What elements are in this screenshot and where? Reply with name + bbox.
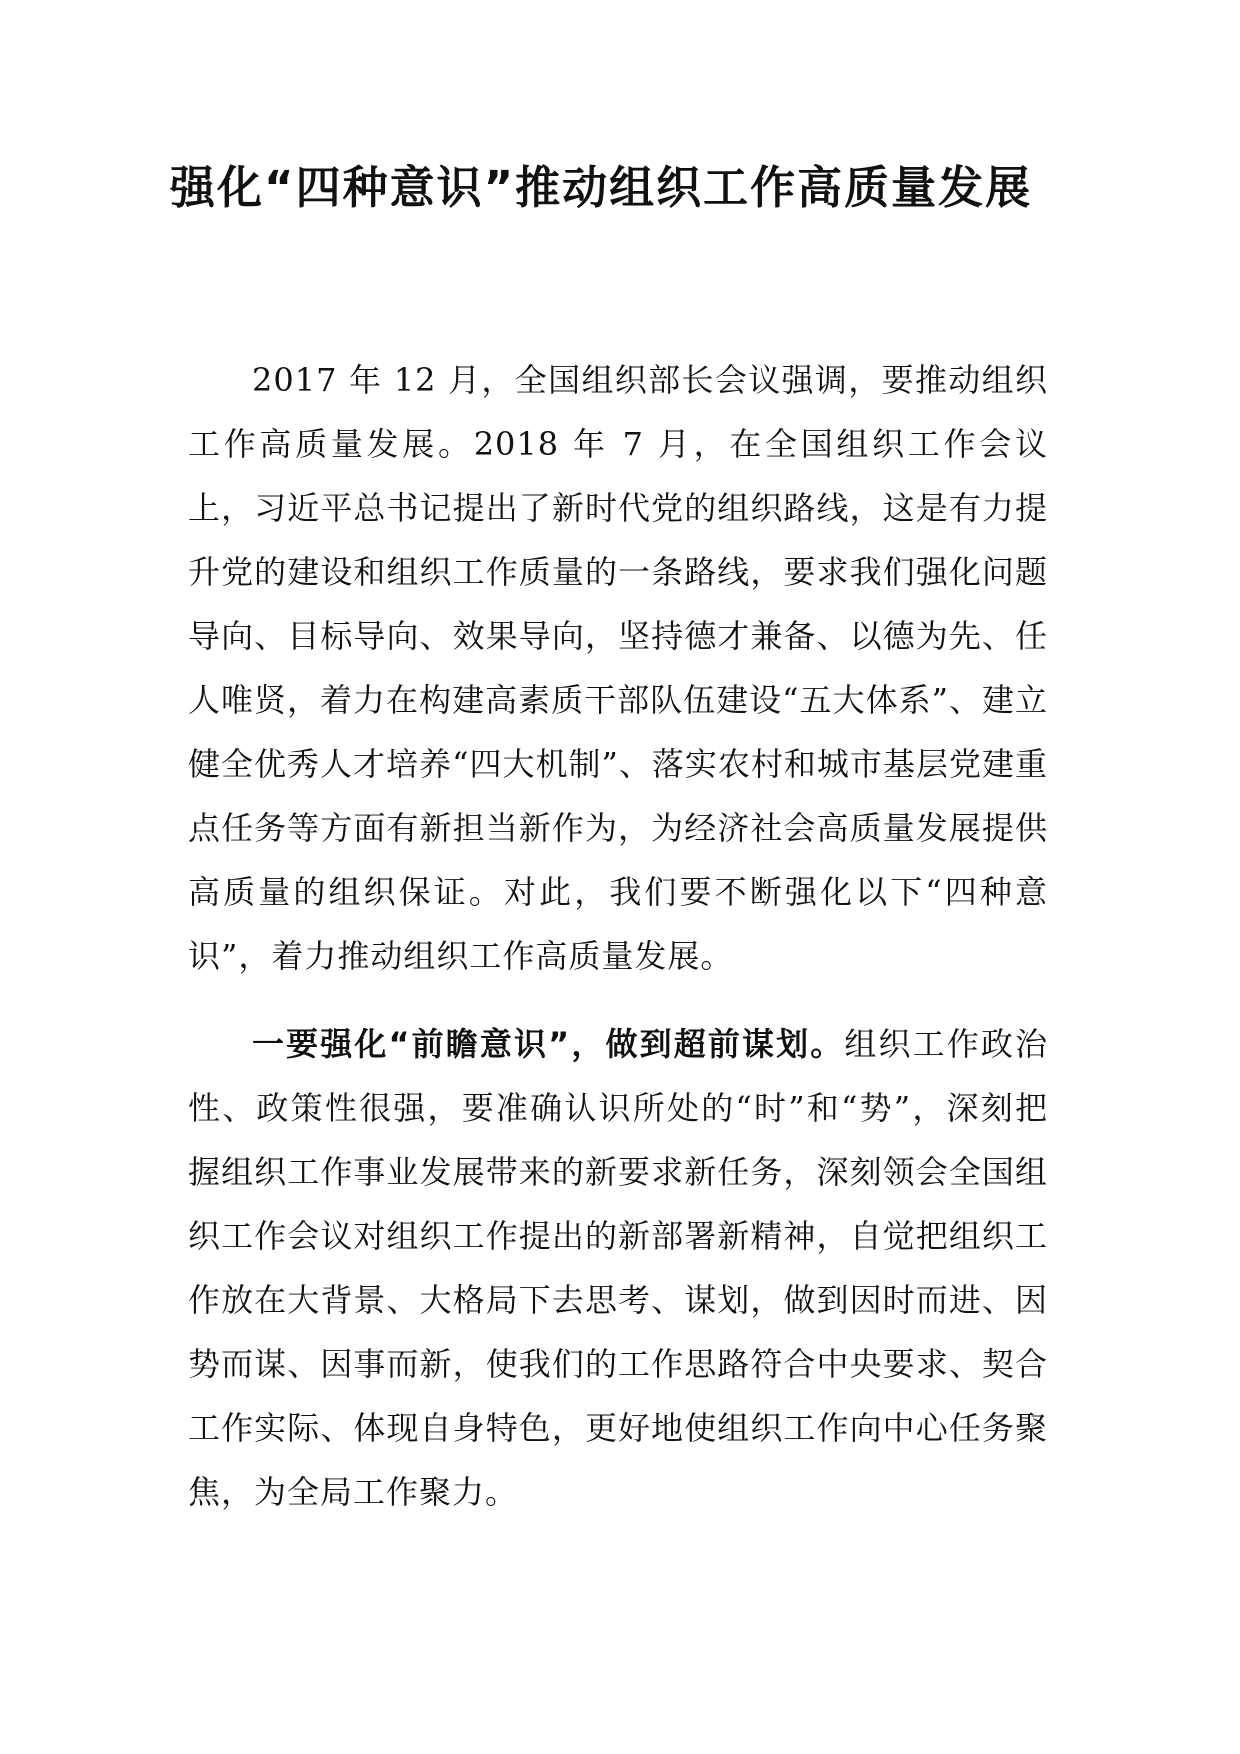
intro-paragraph xyxy=(188,348,1048,988)
section-one-paragraph xyxy=(188,1012,1048,1524)
document-title: 强化“四种意识”推动组织工作高质量发展 xyxy=(170,161,1033,214)
intro-paragraph-text: 2017 年 12 月，全国组织部长会议强调，要推动组织工作高质量发展。2018 年 7 月，在全国组织工作会议上，习近平总书记提出了新时代党的组织路线，这是有力提升党的建设和组织工作质量的一条路线，要求我们强化问题导向、目标导向、效果导向，坚持德才兼备、以德为先、任人唯贤，着力在构建高素质干部队伍建设“五大体系”、建立健全优秀人才培养“四大机制”、落实农村和城市基层党建重点任务等方面有新担当新作为，为经济社会高质量发展提供高质量的组织保证。对此，我们要不断强化以下“四种意识”，着力推动组织工作高质量发展。 xyxy=(188,361,1048,975)
section-one-heading: 一要强化“前瞻意识”，做到超前谋划。 xyxy=(252,1025,845,1063)
section-one-text: 组织工作政治性、政策性很强，要准确认识所处的“时”和“势”，深刻把握组织工作事业发展带来的新要求新任务，深刻领会全国组织工作会议对组织工作提出的新部署新精神，自觉把组织工作放在大背景、大格局下去思考、谋划，做到因时而进、因势而谋、因事而新，使我们的工作思路符合中央要求、契合工作实际、体现自身特色，更好地使组织工作向中心任务聚焦，为全局工作聚力。 xyxy=(188,1025,1048,1511)
